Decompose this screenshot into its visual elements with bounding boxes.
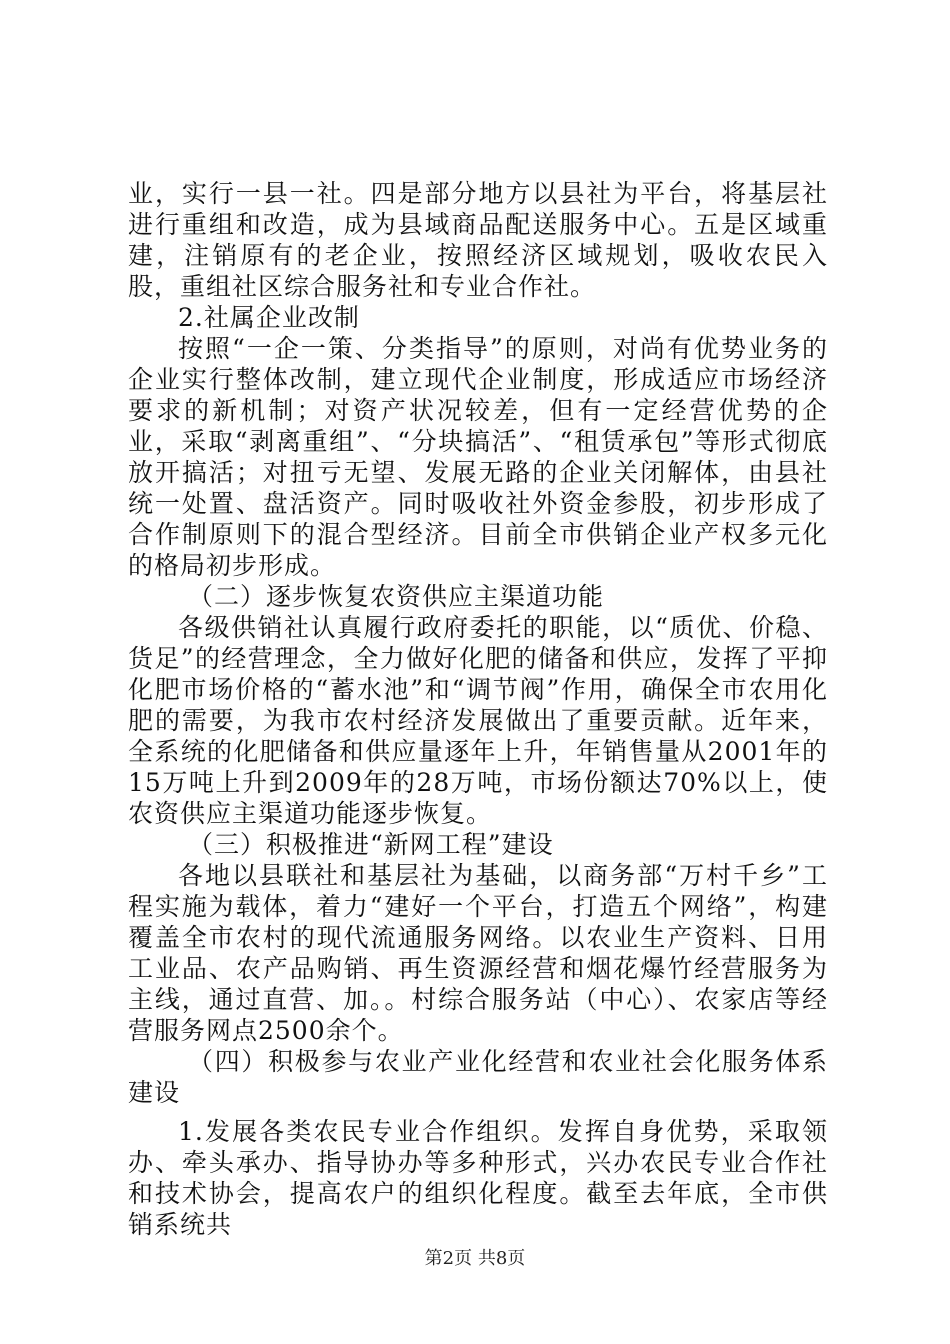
paragraph: 业，实行一县一社。四是部分地方以县社为平台，将基层社进行重组和改造，成为县域商品配送服务中心。五是区域重建，注销原有的老企业，按照经济区域规划，吸收农民入股，重组社区综合服务社和专业合作社。 bbox=[128, 179, 828, 301]
section-heading: 2.社属企业改制 bbox=[178, 303, 360, 332]
paragraph: 各地以县联社和基层社为基础，以商务部“万村千乡”工程实施为载体，着力“建好一个平台，打造五个网络”，构建覆盖全市农村的现代流通服务网络。以农业生产资料、日用工业品、农产品购销、再生资源经营和烟花爆竹经营服务为主线，通过直营、加。。村综合服务站（中心）、农家店等经营服务网点2500余个。 bbox=[128, 861, 828, 1045]
paragraph: 按照“一企一策、分类指导”的原则，对尚有优势业务的企业实行整体改制，建立现代企业制度，形成适应市场经济要求的新机制；对资产状况较差，但有一定经营优势的企业，采取“剥离重组”、“分块搞活”、“租赁承包”等形式彻底放开搞活；对扭亏无望、发展无路的企业关闭解体，由县社统一处置、盘活资产。同时吸收社外资金参股，初步形成了合作制原则下的混合型经济。目前全市供销企业产权多元化的格局初步形成。 bbox=[128, 334, 828, 580]
section-heading: （四）积极参与农业产业化经营和农业社会化服务体系建设 bbox=[128, 1047, 828, 1107]
page-number: 第2页 共8页 bbox=[424, 1248, 526, 1269]
paragraph: 1.发展各类农民专业合作组织。发挥自身优势，采取领办、牵头承办、指导协办等多种形式，兴办农民专业合作社和技术协会，提高农户的组织化程度。截至去年底，全市供销系统共 bbox=[128, 1117, 828, 1239]
document-body bbox=[128, 178, 828, 1240]
paragraph: 各级供销社认真履行政府委托的职能，以“质优、价稳、货足”的经营理念，全力做好化肥的储备和供应，发挥了平抑化肥市场价格的“蓄水池”和“调节阀”作用，确保全市农用化肥的需要，为我市农村经济发展做出了重要贡献。近年来，全系统的化肥储备和供应量逐年上升，年销售量从2001年的15万吨上升到2009年的28万吨，市场份额达70%以上，使农资供应主渠道功能逐步恢复。 bbox=[128, 613, 828, 828]
section-heading: （三）积极推进“新网工程”建设 bbox=[188, 830, 554, 859]
section-heading: （二）逐步恢复农资供应主渠道功能 bbox=[188, 582, 605, 611]
